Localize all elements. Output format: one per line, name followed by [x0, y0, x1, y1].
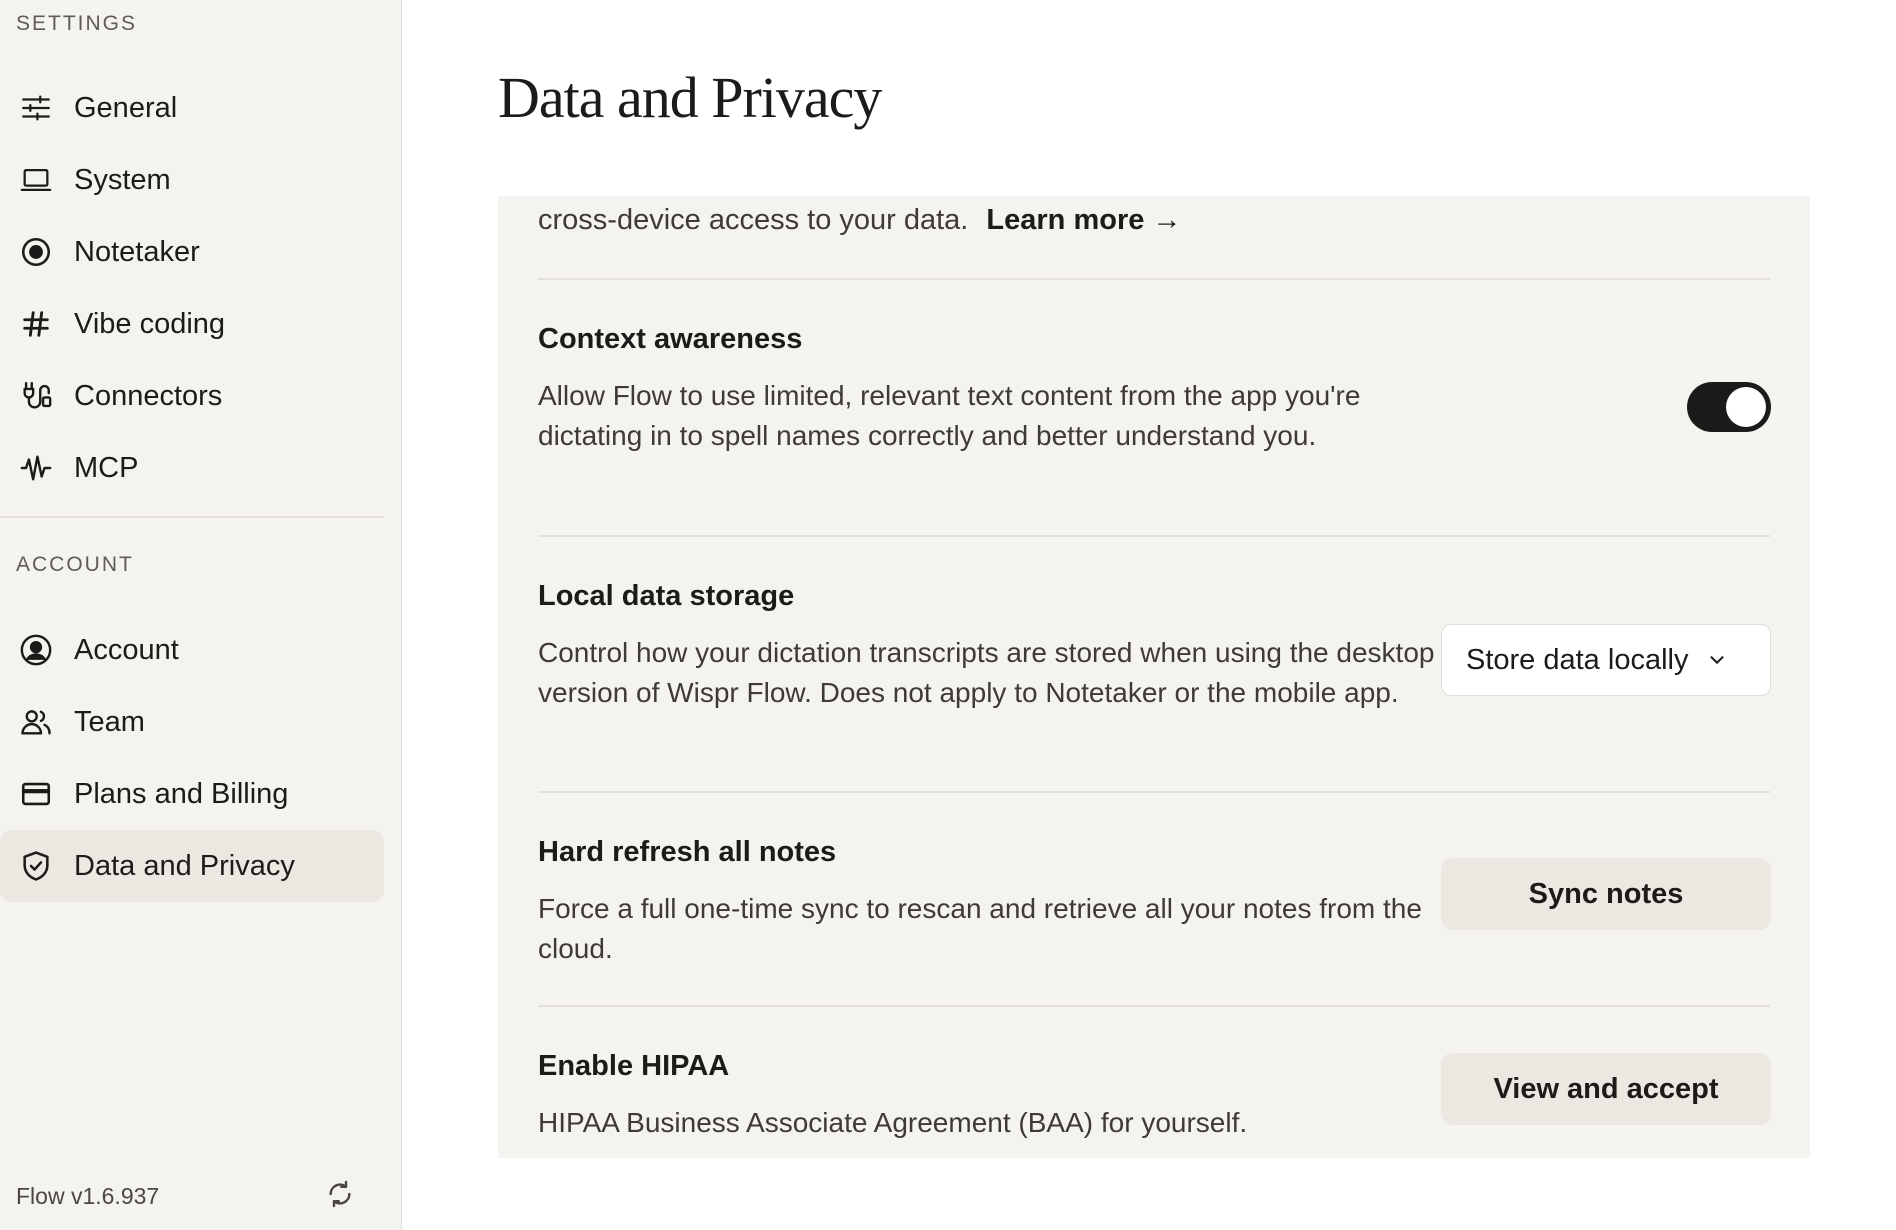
sidebar-item-label: Data and Privacy — [74, 849, 295, 882]
sidebar-item-connectors[interactable] — [0, 360, 384, 432]
row-divider — [538, 535, 1770, 537]
sidebar-item-label: Notetaker — [74, 235, 200, 268]
context-awareness-description: Allow Flow to use limited, relevant text content from the app you're dictating in to spell names correctly and better understand you. — [538, 380, 1361, 451]
enable-hipaa-description: HIPAA Business Associate Agreement (BAA) for yourself. — [538, 1107, 1248, 1138]
sidebar-item-notetaker[interactable] — [0, 216, 384, 288]
settings-panel — [498, 196, 1810, 1158]
chevron-down-icon — [1706, 649, 1728, 671]
view-and-accept-button[interactable]: View and accept — [1441, 1053, 1771, 1125]
row-divider — [538, 278, 1770, 280]
storage-mode-selected-value: Store data locally — [1466, 643, 1689, 676]
sidebar-item-plans-and-billing[interactable] — [0, 758, 384, 830]
storage-mode-select[interactable] — [1441, 624, 1771, 696]
learn-more-link[interactable]: Learn more → — [986, 204, 1182, 236]
credit-card-icon — [18, 776, 54, 812]
settings-section-label: SETTINGS — [16, 12, 138, 35]
sidebar-item-label: Vibe coding — [74, 307, 226, 340]
hash-icon — [18, 306, 54, 342]
sidebar-divider — [0, 516, 384, 518]
sidebar-item-label: Account — [74, 633, 179, 666]
sidebar-item-system[interactable] — [0, 144, 384, 216]
page-title: Data and Privacy — [498, 65, 882, 130]
record-icon — [18, 234, 54, 270]
refresh-icon[interactable] — [324, 1178, 356, 1210]
toggle-knob — [1726, 387, 1766, 427]
sidebar-item-label: System — [74, 163, 171, 196]
sidebar-item-label: MCP — [74, 451, 139, 484]
app-version: Flow v1.6.937 — [16, 1183, 160, 1209]
row-divider — [538, 791, 1770, 793]
hard-refresh-description: Force a full one-time sync to rescan and retrieve all your notes from the cloud. — [538, 893, 1422, 964]
partial-description-text: cross-device access to your data. — [538, 204, 969, 236]
sidebar-item-general[interactable] — [0, 72, 384, 144]
sidebar-item-vibe-coding[interactable] — [0, 288, 384, 360]
waveform-icon — [18, 450, 54, 486]
shield-check-icon — [18, 848, 54, 884]
cloud-sync-description — [538, 204, 1181, 237]
sidebar-item-label: Connectors — [74, 379, 223, 412]
sidebar-item-team[interactable] — [0, 686, 384, 758]
sync-notes-button[interactable]: Sync notes — [1441, 858, 1771, 930]
users-icon — [18, 704, 54, 740]
row-divider — [538, 1005, 1770, 1007]
local-data-storage-title: Local data storage — [538, 580, 795, 612]
laptop-icon — [18, 162, 54, 198]
sidebar — [0, 0, 402, 1230]
account-section-label: ACCOUNT — [16, 553, 134, 576]
enable-hipaa-title: Enable HIPAA — [538, 1050, 730, 1082]
context-awareness-toggle[interactable] — [1687, 382, 1771, 432]
sliders-icon — [18, 90, 54, 126]
context-awareness-title: Context awareness — [538, 323, 803, 355]
user-circle-icon — [18, 632, 54, 668]
sidebar-item-label: General — [74, 91, 178, 124]
hard-refresh-title: Hard refresh all notes — [538, 836, 837, 868]
sidebar-item-label: Team — [74, 705, 145, 738]
local-data-storage-description: Control how your dictation transcripts are stored when using the desktop version of Wispr Flow. Does not apply to Notetaker or the mobile app. — [538, 637, 1435, 708]
connector-icon — [18, 378, 54, 414]
sidebar-item-account[interactable] — [0, 614, 384, 686]
sidebar-item-data-and-privacy[interactable] — [0, 830, 384, 902]
sidebar-item-label: Plans and Billing — [74, 777, 289, 810]
sidebar-item-mcp[interactable] — [0, 432, 384, 504]
